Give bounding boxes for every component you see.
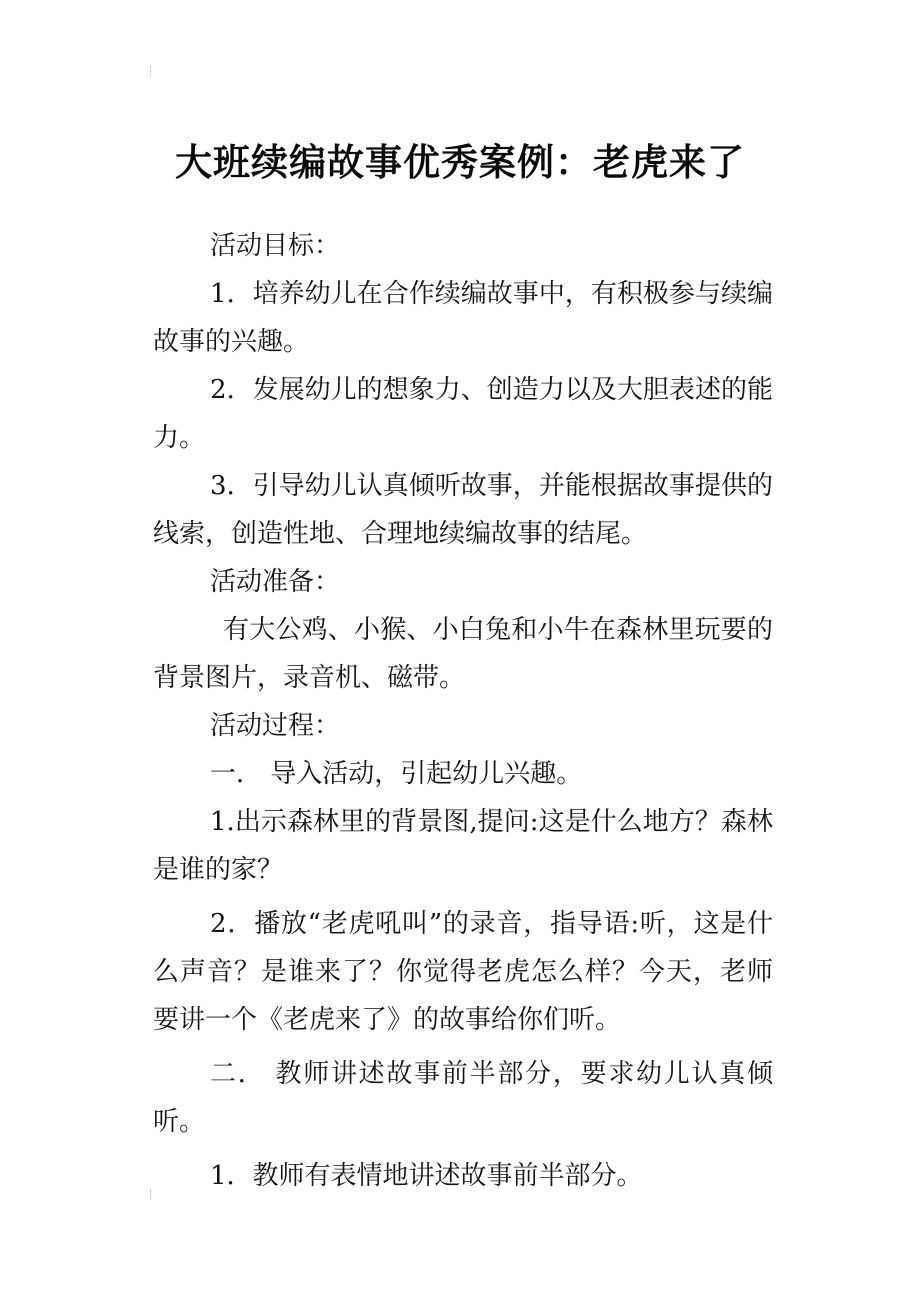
scan-mark	[150, 66, 155, 76]
scan-mark	[150, 1190, 155, 1200]
process-item: 2．播放“老虎吼叫”的录音，指导语:听，这是什么声音？是谁来了？你觉得老虎怎么样？今天，老师要讲一个《老虎来了》的故事给你们听。	[153, 909, 773, 1035]
process-step-heading: 一． 导入活动，引起幼儿兴趣。	[210, 759, 583, 789]
objective-item: 1．培养幼儿在合作续编故事中，有积极参与续编故事的兴趣。	[153, 279, 773, 357]
objective-item: 3．引导幼儿认真倾听故事，并能根据故事提供的线索，创造性地、合理地续编故事的结尾。	[153, 471, 773, 549]
process-item: 1.出示森林里的背景图,提问:这是什么地方？森林是谁的家？	[153, 807, 773, 885]
section-heading-preparation: 活动准备：	[210, 567, 341, 597]
section-heading-objectives: 活动目标：	[210, 231, 341, 261]
document-title: 大班续编故事优秀案例：老虎来了	[175, 140, 745, 184]
preparation-text: 有大公鸡、小猴、小白兔和小牛在森林里玩要的背景图片，录音机、磁带。	[153, 615, 773, 693]
section-heading-process: 活动过程：	[210, 711, 341, 741]
process-step-heading: 二． 教师讲述故事前半部分，要求幼儿认真倾听。	[153, 1059, 773, 1137]
objective-item: 2．发展幼儿的想象力、创造力以及大胆表述的能力。	[153, 375, 773, 453]
process-item: 1．教师有表情地讲述故事前半部分。	[210, 1161, 643, 1191]
document-body	[153, 222, 773, 1200]
